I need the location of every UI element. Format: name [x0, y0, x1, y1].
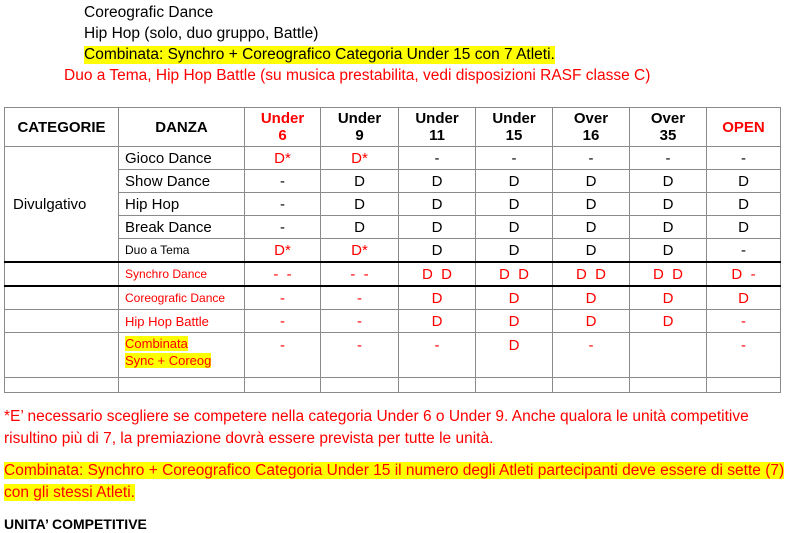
- header-under-11: Under 11: [399, 108, 476, 147]
- cell: D: [630, 216, 707, 239]
- cell: D: [553, 239, 630, 263]
- cell: D: [630, 286, 707, 310]
- cell: D: [553, 286, 630, 310]
- intro-line-1: Coreografic Dance: [84, 4, 214, 21]
- table-row: [5, 170, 781, 193]
- header-under-15: Under 15: [476, 108, 553, 147]
- cell: D: [707, 170, 781, 193]
- cell: D: [476, 239, 553, 263]
- cell: D: [399, 310, 476, 333]
- note-combinata: Combinata: Synchro + Coreografico Categoria Under 15 il numero degli Atleti partecipanti deve essere di sette (7) con gli stessi Atleti.: [4, 462, 785, 501]
- cell: -: [245, 193, 321, 216]
- header-categorie: CATEGORIE: [5, 108, 119, 147]
- table-row: [5, 262, 781, 286]
- dance-name: Coreografic Dance: [119, 286, 245, 310]
- cell: D*: [321, 239, 399, 263]
- cell: D D: [553, 262, 630, 286]
- cell: D D: [630, 262, 707, 286]
- empty-category-cell: [5, 310, 119, 333]
- cell: D: [553, 310, 630, 333]
- dance-name: Gioco Dance: [119, 147, 245, 170]
- intro-line-2: Hip Hop (solo, duo gruppo, Battle): [84, 25, 319, 42]
- cell: D*: [245, 147, 321, 170]
- cell: - -: [245, 262, 321, 286]
- intro-line-3: Combinata: Synchro + Coreografico Categoria Under 15 con 7 Atleti.: [84, 46, 555, 63]
- dance-name: Show Dance: [119, 170, 245, 193]
- cell: -: [321, 310, 399, 333]
- cell: D: [553, 193, 630, 216]
- cell: -: [399, 333, 476, 378]
- dance-name: Hip Hop Battle: [119, 310, 245, 333]
- cell: D D: [476, 262, 553, 286]
- cell: D*: [245, 239, 321, 263]
- cell: -: [707, 147, 781, 170]
- cell: D: [476, 216, 553, 239]
- table-row: [5, 193, 781, 216]
- cell: -: [399, 147, 476, 170]
- cell: D*: [321, 147, 399, 170]
- cell: -: [707, 310, 781, 333]
- cell: D: [476, 310, 553, 333]
- category-cell: Divulgativo: [5, 147, 119, 263]
- table-row: [5, 239, 781, 263]
- header-open: OPEN: [707, 108, 781, 147]
- cell: D: [707, 286, 781, 310]
- cell: -: [245, 310, 321, 333]
- cell: -: [245, 333, 321, 378]
- cell: -: [707, 239, 781, 263]
- empty-category-cell: [5, 286, 119, 310]
- cell: D -: [707, 262, 781, 286]
- empty-category-cell: [5, 262, 119, 286]
- cell: D: [399, 216, 476, 239]
- table-row: [5, 310, 781, 333]
- cell: D D: [399, 262, 476, 286]
- cell: - -: [321, 262, 399, 286]
- dance-name: Synchro Dance: [119, 262, 245, 286]
- header-over-16: Over 16: [553, 108, 630, 147]
- cell: -: [321, 286, 399, 310]
- table-row: [5, 333, 781, 378]
- cell: -: [476, 147, 553, 170]
- note-under-6-9: *E’ necessario scegliere se competere nella categoria Under 6 o Under 9. Anche qualora le unità competitive risultino più di 7, la premiazione dovrà essere prevista per tutte le unità.: [4, 408, 749, 447]
- table-spacer-row: [5, 378, 781, 393]
- dance-name: Break Dance: [119, 216, 245, 239]
- dance-name: Duo a Tema: [119, 239, 245, 263]
- cell: D: [399, 286, 476, 310]
- cell: -: [553, 147, 630, 170]
- dance-name: Hip Hop: [119, 193, 245, 216]
- cell: D: [476, 193, 553, 216]
- cell: D: [707, 216, 781, 239]
- cell: -: [245, 170, 321, 193]
- cell: D: [321, 193, 399, 216]
- cell: D: [399, 239, 476, 263]
- empty-category-cell: [5, 333, 119, 378]
- header-danza: DANZA: [119, 108, 245, 147]
- cell: D: [553, 170, 630, 193]
- categories-table: [4, 107, 781, 393]
- cell: -: [707, 333, 781, 378]
- section-title: UNITA’ COMPETITIVE: [4, 516, 147, 532]
- table-row: [5, 286, 781, 310]
- cell: D: [630, 193, 707, 216]
- table-header-row: [5, 108, 781, 147]
- table-row: [5, 147, 781, 170]
- cell: [630, 333, 707, 378]
- cell: D: [321, 216, 399, 239]
- cell: D: [476, 170, 553, 193]
- header-under-6: Under 6: [245, 108, 321, 147]
- cell: -: [245, 216, 321, 239]
- intro-line-4: Duo a Tema, Hip Hop Battle (su musica prestabilita, vedi disposizioni RASF classe C): [64, 67, 651, 84]
- header-over-35: Over 35: [630, 108, 707, 147]
- header-under-9: Under 9: [321, 108, 399, 147]
- dance-name: Combinata Sync + Coreog: [119, 333, 245, 378]
- cell: -: [553, 333, 630, 378]
- cell: -: [321, 333, 399, 378]
- cell: D: [707, 193, 781, 216]
- cell: D: [399, 170, 476, 193]
- table-row: [5, 216, 781, 239]
- cell: D: [630, 170, 707, 193]
- cell: D: [476, 286, 553, 310]
- cell: -: [630, 147, 707, 170]
- cell: D: [630, 239, 707, 263]
- cell: D: [321, 170, 399, 193]
- cell: D: [553, 216, 630, 239]
- cell: D: [630, 310, 707, 333]
- cell: D: [476, 333, 553, 378]
- cell: -: [245, 286, 321, 310]
- cell: D: [399, 193, 476, 216]
